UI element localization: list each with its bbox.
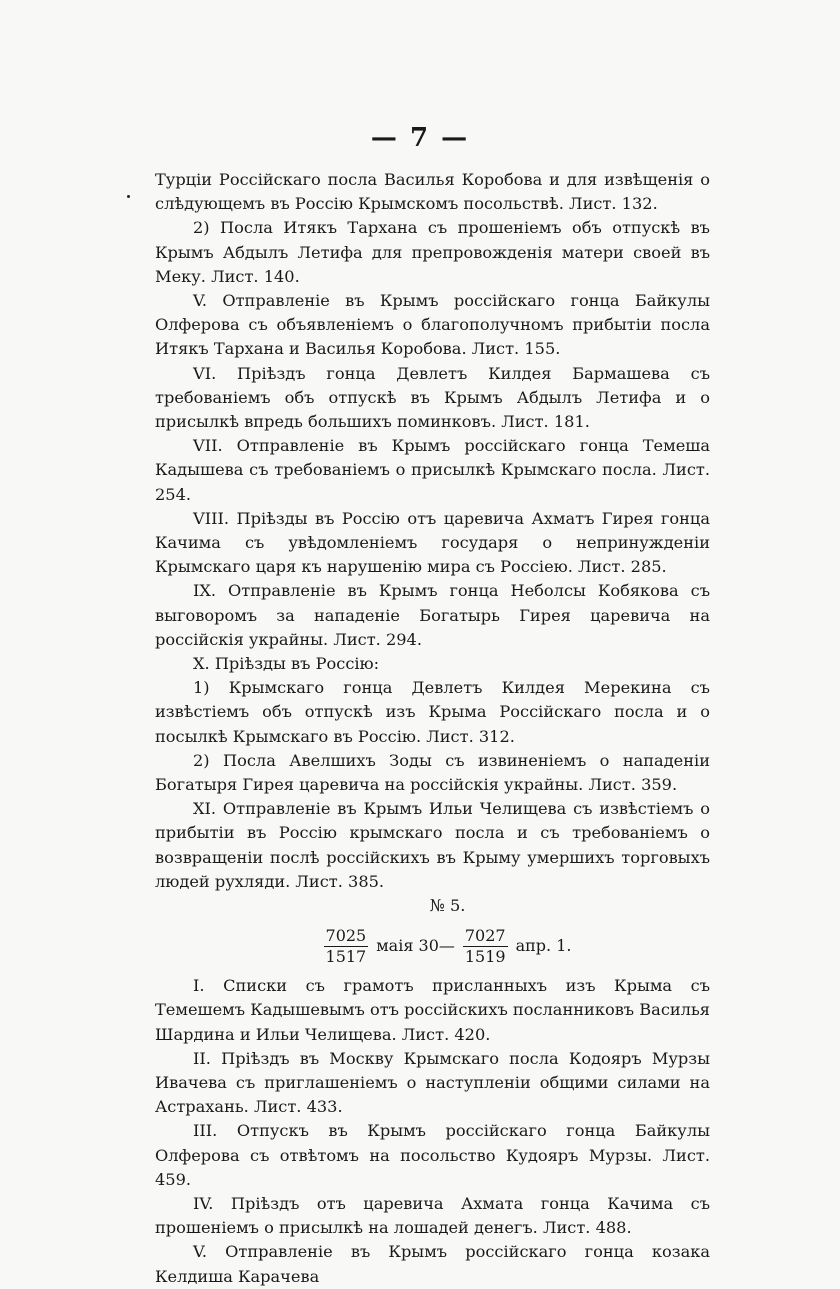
- paragraph: VII. Отправленіе въ Крымъ россійскаго гонца Темеша Кадышева съ требованіемъ о присылкѣ Крымскаго посла. Лист. 254.: [155, 436, 710, 504]
- date-to-label: апр. 1.: [515, 935, 572, 955]
- date-from-year-annomundi: 7025: [325, 925, 367, 945]
- date-to-year-annomundi: 7027: [464, 925, 506, 945]
- paragraph: 1) Крымскаго гонца Девлетъ Килдея Мерекина съ извѣстіемъ объ отпускѣ изъ Крыма Россійскаго посла и о посылкѣ Крымскаго въ Россію. Лист. 312.: [155, 678, 710, 746]
- date-range: [185, 918, 710, 974]
- paragraph: V. Отправленіе въ Крымъ россійскаго гонца Байкулы Олферова съ объявленіемъ о благополучномъ прибытіи посла Итякъ Тархана и Василья Коробова. Лист. 155.: [155, 291, 710, 359]
- ink-speck: [127, 195, 130, 198]
- page-number: — 7 —: [370, 123, 470, 153]
- paragraph: X. Пріѣзды въ Россію:: [193, 654, 380, 674]
- paragraph: 2) Посла Авелшихъ Зоды съ извиненіемъ о нападеніи Богатыря Гирея царевича на россійскія украйны. Лист. 359.: [155, 750, 710, 795]
- paragraph: V. Отправленіе въ Крымъ россійскаго гонца козака Келдиша Карачева: [155, 1242, 710, 1286]
- paragraph: III. Отпускъ въ Крымъ россійскаго гонца Байкулы Олферова съ отвѣтомъ на посольство Кудояръ Мурзы. Лист. 459.: [155, 1121, 710, 1189]
- body-text: [155, 168, 710, 1289]
- date-from-year-ad: 1517: [325, 946, 367, 966]
- paragraph: IX. Отправленіе въ Крымъ гонца Неболсы Кобякова съ выговоромъ за нападеніе Богатырь Гирея царевича на россійскія украйны. Лист. 294.: [155, 581, 710, 649]
- paragraph: VI. Пріѣздъ гонца Девлетъ Килдея Бармашева съ требованіемъ объ отпускѣ въ Крымъ Абдылъ Летифа и о присылкѣ впредь большихъ поминковъ. Лист. 181.: [155, 363, 710, 432]
- paragraph: I. Списки съ грамотъ присланныхъ изъ Крыма съ Темешемъ Кадышевымъ отъ россійскихъ посланниковъ Василья Шардина и Ильи Челищева. Лист. 420.: [155, 976, 710, 1044]
- date-from-fraction: [324, 926, 369, 967]
- date-to-year-ad: 1519: [464, 946, 506, 966]
- paragraph: XI. Отправленіе въ Крымъ Ильи Челищева съ извѣстіемъ о прибытіи въ Россію крымскаго посла и съ требованіемъ о возвращеніи послѣ россійскихъ въ Крыму умершихъ торговыхъ людей рухляди. Лист. 385.: [155, 799, 710, 891]
- paragraph: II. Пріѣздъ въ Москву Крымскаго посла Кодояръ Мурзы Ивачева съ приглашеніемъ о наступленіи общими силами на Астрахань. Лист. 433.: [155, 1048, 710, 1117]
- date-from-label: маія 30—: [376, 935, 455, 955]
- paragraph: IV. Пріѣздъ отъ царевича Ахмата гонца Качима съ прошеніемъ о присылкѣ на лошадей денегъ. Лист. 488.: [155, 1193, 710, 1238]
- section-heading: № 5.: [429, 896, 466, 916]
- paragraph: 2) Посла Итякъ Тархана съ прошеніемъ объ отпускѣ въ Крымъ Абдылъ Летифа для препровожденія матери своей въ Меку. Лист. 140.: [155, 218, 710, 286]
- date-to-fraction: [463, 926, 508, 967]
- paragraph: Турціи Россійскаго посла Василья Коробова и для извѣщенія о слѣдующемъ въ Россію Крымскомъ посольствѣ. Лист. 132.: [155, 170, 710, 214]
- paragraph: VIII. Пріѣзды въ Россію отъ царевича Ахматъ Гирея гонца Качима съ увѣдомленіемъ государя о непринужденіи Крымскаго царя къ нарушенію мира съ Россіею. Лист. 285.: [155, 508, 710, 577]
